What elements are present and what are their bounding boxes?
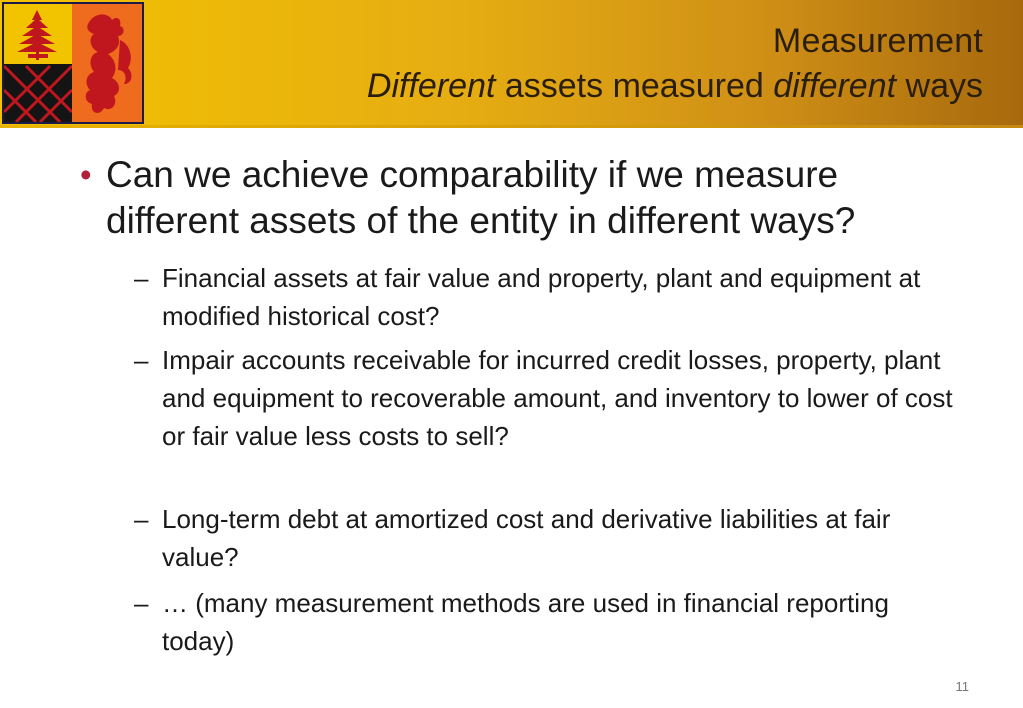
- sub-bullet: [134, 500, 954, 576]
- main-bullet-text: Can we achieve comparability if we measure different assets of the entity in different ways?: [106, 154, 856, 241]
- sub-bullet-text: Financial assets at fair value and property, plant and equipment at modified historical cost?: [162, 263, 921, 331]
- sub-bullet: [134, 259, 954, 335]
- subtitle-text-1: assets measured: [495, 67, 774, 105]
- sub-bullet: [134, 341, 954, 455]
- dash-marker: –: [134, 504, 149, 534]
- slide-subtitle: [367, 67, 983, 106]
- sub-bullet: [134, 584, 954, 660]
- dash-marker: –: [134, 588, 149, 618]
- sub-bullet-text: Impair accounts receivable for incurred credit losses, property, plant and equipment to recoverable amount, and inventory to lower of cost or fair value less costs to sell?: [162, 345, 953, 451]
- subtitle-text-2: ways: [896, 67, 983, 105]
- subtitle-emphasis-2: different: [773, 67, 897, 105]
- university-crest-icon: [2, 2, 144, 124]
- sub-bullet-text: … (many measurement methods are used in financial reporting today): [162, 588, 889, 656]
- dash-marker: –: [134, 345, 149, 375]
- bullet-marker: •: [80, 156, 92, 193]
- main-bullet: [80, 152, 980, 244]
- slide-number: 11: [955, 679, 969, 694]
- dash-marker: –: [134, 263, 149, 293]
- slide-title: Measurement: [772, 22, 983, 60]
- sub-bullet-text: Long-term debt at amortized cost and derivative liabilities at fair value?: [162, 504, 891, 572]
- subtitle-emphasis-1: Different: [366, 67, 496, 105]
- title-banner: [0, 0, 1023, 128]
